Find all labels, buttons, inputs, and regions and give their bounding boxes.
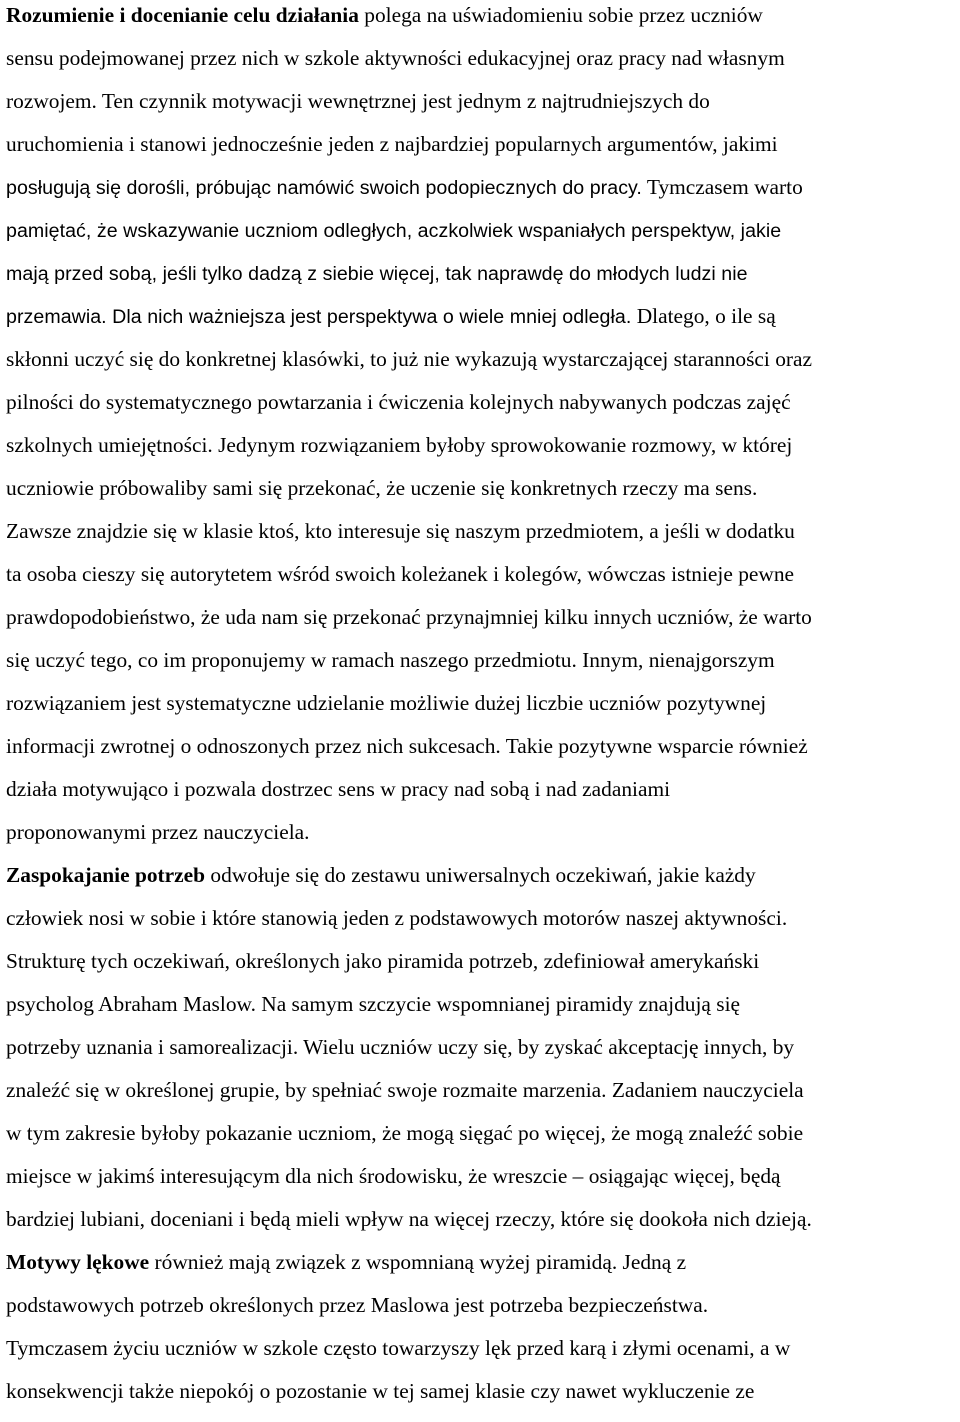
- text-line: [6, 990, 740, 1018]
- text-line: [6, 1119, 803, 1147]
- text-line: [6, 302, 776, 330]
- line-text: Strukturę tych oczekiwań, określonych jako piramida potrzeb, zdefiniował amerykański: [6, 949, 760, 973]
- line-text: człowiek nosi w sobie i które stanowią jeden z podstawowych motorów naszej aktywności.: [6, 906, 788, 930]
- text-line: [6, 216, 781, 244]
- text-line: [6, 947, 759, 975]
- text-line: [6, 345, 812, 373]
- line-text: podstawowych potrzeb określonych przez Maslowa jest potrzeba bezpieczeństwa.: [6, 1293, 709, 1317]
- line-text: odwołuje się do zestawu uniwersalnych oczekiwań, jakie każdy: [205, 863, 756, 887]
- line-text: rozwiązaniem jest systematyczne udzielanie możliwie dużej liczbie uczniów pozytywnej: [6, 691, 767, 715]
- line-text: Tymczasem życiu uczniów w szkole często towarzyszy lęk przed karą i złymi ocenami, a w: [6, 1336, 791, 1360]
- text-line: [6, 130, 778, 158]
- line-text: uczniowie próbowaliby sami się przekonać, że uczenie się konkretnych rzeczy ma sens.: [6, 476, 758, 500]
- text-line: [6, 646, 775, 674]
- line-text: pamiętać, że wskazywanie uczniom odległych, aczkolwiek wspaniałych perspektyw, jakie: [6, 220, 782, 242]
- text-line: [6, 1033, 794, 1061]
- text-line: [6, 431, 792, 459]
- line-text-tail: Dlatego, o ile są: [631, 304, 776, 328]
- text-line: [6, 1162, 781, 1190]
- line-text: potrzeby uznania i samorealizacji. Wielu uczniów uczy się, by zyskać akceptację innych, by: [6, 1035, 795, 1059]
- line-text: znaleźć się w określonej grupie, by spełniać swoje rozmaite marzenia. Zadaniem nauczyciela: [6, 1078, 804, 1102]
- line-text-tail: Tymczasem warto: [641, 175, 803, 199]
- line-text: informacji zwrotnej o odnoszonych przez nich sukcesach. Takie pozytywne wsparcie również: [6, 734, 808, 758]
- line-text: miejsce w jakimś interesującym dla nich środowisku, że wreszcie – osiągając więcej, będą: [6, 1164, 781, 1188]
- bold-term: Motywy lękowe: [6, 1250, 150, 1274]
- line-text: się uczyć tego, co im proponujemy w ramach naszego przedmiotu. Innym, nienajgorszym: [6, 648, 775, 672]
- line-text: skłonni uczyć się do konkretnej klasówki, to już nie wykazują wystarczającej staranności oraz: [6, 347, 813, 371]
- text-line: [6, 732, 808, 760]
- text-line: [6, 1248, 686, 1276]
- text-line: [6, 775, 670, 803]
- line-text: ta osoba cieszy się autorytetem wśród swoich koleżanek i kolegów, wówczas istnieje pewne: [6, 562, 795, 586]
- text-line: [6, 259, 748, 287]
- line-text: rozwojem. Ten czynnik motywacji wewnętrznej jest jednym z najtrudniejszych do: [6, 89, 710, 113]
- text-line: [6, 1076, 804, 1104]
- line-text: posługują się dorośli, próbując namówić swoich podopiecznych do pracy.: [6, 177, 642, 199]
- line-text: konsekwencji także niepokój o pozostanie w tej samej klasie czy nawet wykluczenie ze: [6, 1379, 755, 1403]
- text-line: [6, 474, 757, 502]
- bold-term: Rozumienie i docenianie celu działania: [6, 3, 359, 27]
- line-text: proponowanymi przez nauczyciela.: [6, 820, 310, 844]
- text-line: [6, 904, 787, 932]
- line-text: polega na uświadomieniu sobie przez uczniów: [358, 3, 763, 27]
- line-text: uruchomienia i stanowi jednocześnie jeden z najbardziej popularnych argumentów, jakimi: [6, 132, 778, 156]
- text-line: [6, 861, 756, 889]
- line-text: sensu podejmowanej przez nich w szkole aktywności edukacyjnej oraz pracy nad własnym: [6, 46, 785, 70]
- text-line: [6, 560, 794, 588]
- line-text: również mają związek z wspomnianą wyżej piramidą. Jedną z: [149, 1250, 687, 1274]
- text-line: [6, 1, 763, 29]
- line-text: mają przed sobą, jeśli tylko dadzą z siebie więcej, tak naprawdę do młodych ludzi nie: [6, 263, 748, 285]
- text-line: [6, 44, 785, 72]
- text-line: [6, 1205, 812, 1233]
- text-line: [6, 818, 310, 846]
- text-line: [6, 1377, 754, 1405]
- line-text: pilności do systematycznego powtarzania i ćwiczenia kolejnych nabywanych podczas zajęć: [6, 390, 791, 414]
- line-text: Zawsze znajdzie się w klasie ktoś, kto interesuje się naszym przedmiotem, a jeśli w dodatku: [6, 519, 795, 543]
- text-line: [6, 173, 803, 201]
- text-line: [6, 1334, 790, 1362]
- bold-term: Zaspokajanie potrzeb: [6, 863, 206, 887]
- line-text: działa motywująco i pozwala dostrzec sens w pracy nad sobą i nad zadaniami: [6, 777, 671, 801]
- text-line: [6, 1291, 708, 1319]
- line-text: psycholog Abraham Maslow. Na samym szczycie wspomnianej piramidy znajdują się: [6, 992, 741, 1016]
- line-text: prawdopodobieństwo, że uda nam się przekonać przynajmniej kilku innych uczniów, że warto: [6, 605, 812, 629]
- line-text: szkolnych umiejętności. Jedynym rozwiązaniem byłoby sprowokowanie rozmowy, w której: [6, 433, 793, 457]
- text-line: [6, 87, 710, 115]
- line-text: w tym zakresie byłoby pokazanie uczniom, że mogą sięgać po więcej, że mogą znaleźć sobie: [6, 1121, 804, 1145]
- line-text: bardziej lubiani, doceniani i będą mieli wpływ na więcej rzeczy, które się dookoła nich dzieją.: [6, 1207, 812, 1231]
- text-line: [6, 388, 791, 416]
- text-line: [6, 517, 795, 545]
- line-text: przemawia. Dla nich ważniejsza jest perspektywa o wiele mniej odległa.: [6, 306, 632, 328]
- text-line: [6, 689, 766, 717]
- text-line: [6, 603, 812, 631]
